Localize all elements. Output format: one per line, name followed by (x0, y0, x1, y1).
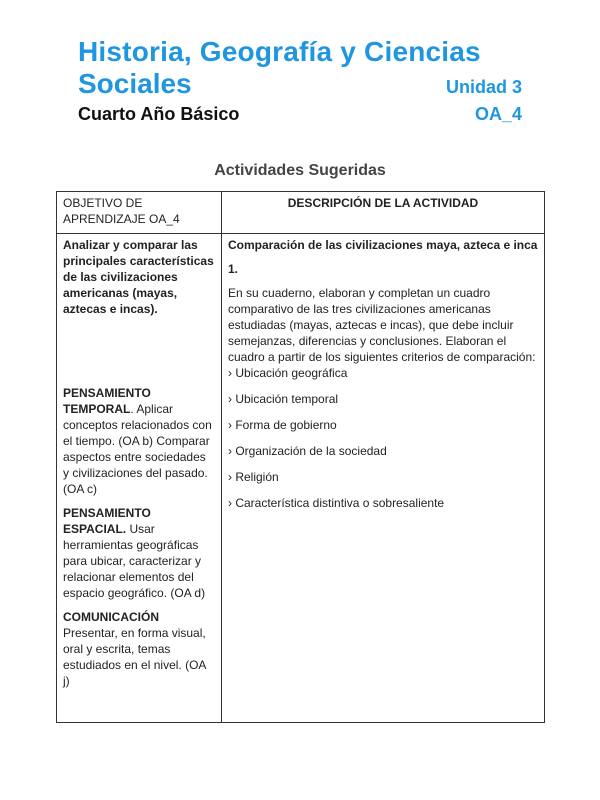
skill-name: COMUNICACIÓN (63, 610, 159, 624)
section-title: Actividades Sugeridas (214, 162, 386, 179)
skill-text: . Aplicar conceptos relacionados con el tiempo. (OA b) Comparar aspectos entre sociedades y civilizaciones del pasado. (OA c) (63, 402, 212, 496)
grade-label: Cuarto Año Básico (78, 104, 240, 124)
table-row (57, 234, 545, 723)
oa-code-label: OA_4 (474, 104, 522, 124)
list-item: › Organización de la sociedad (228, 444, 387, 458)
subject-title-line2: Sociales (78, 68, 192, 99)
skill-text: Presentar, en forma visual, oral y escrita, temas estudiados en el nivel. (OA j) (63, 626, 206, 688)
list-item: › Ubicación geográfica (228, 366, 348, 380)
grade-row (78, 103, 522, 125)
skill-espacial (63, 505, 215, 601)
activity-description: En su cuaderno, elaboran y completan un cuadro comparativo de las tres civilizaciones americanas estudiadas (mayas, aztecas e incas), que debe incluir semejanzas, diferencias y conclusiones. Elaboran el cuadro a partir de los siguientes criterios de comparación: (228, 286, 536, 364)
objective-text: Analizar y comparar las principales características de las civilizaciones americanas (mayas, aztecas e incas). (63, 238, 214, 316)
subject-title-row (78, 68, 522, 103)
subject-title-line1: Historia, Geografía y Ciencias (78, 36, 481, 67)
table-header-row (57, 192, 545, 234)
list-item: › Característica distintiva o sobresaliente (228, 496, 445, 510)
skill-comunicacion (63, 609, 215, 689)
description-cell (222, 234, 545, 723)
activity-title: Comparación de las civilizaciones maya, azteca e inca (228, 238, 538, 252)
skill-temporal (63, 385, 215, 497)
description-column-header: DESCRIPCIÓN DE LA ACTIVIDAD (222, 192, 545, 234)
document-header (78, 36, 522, 125)
list-item: › Ubicación temporal (228, 392, 339, 406)
unit-label: Unidad 3 (445, 77, 522, 97)
skill-text: Usar herramientas geográficas para ubicar, caracterizar y relacionar elementos del espacio geográfico. (OA d) (63, 522, 206, 600)
criteria-list (228, 365, 538, 511)
list-item: › Forma de gobierno (228, 418, 337, 432)
objective-column-header: OBJETIVO DE APRENDIZAJE OA_4 (57, 192, 222, 234)
list-item: › Religión (228, 470, 279, 484)
spacer (63, 317, 215, 385)
activities-table (56, 191, 545, 723)
objective-cell (57, 234, 222, 723)
skill-name: PENSAMIENTO ESPACIAL. (63, 506, 151, 536)
activity-number: 1. (228, 262, 239, 276)
skill-name: PENSAMIENTO TEMPORAL (63, 386, 151, 416)
